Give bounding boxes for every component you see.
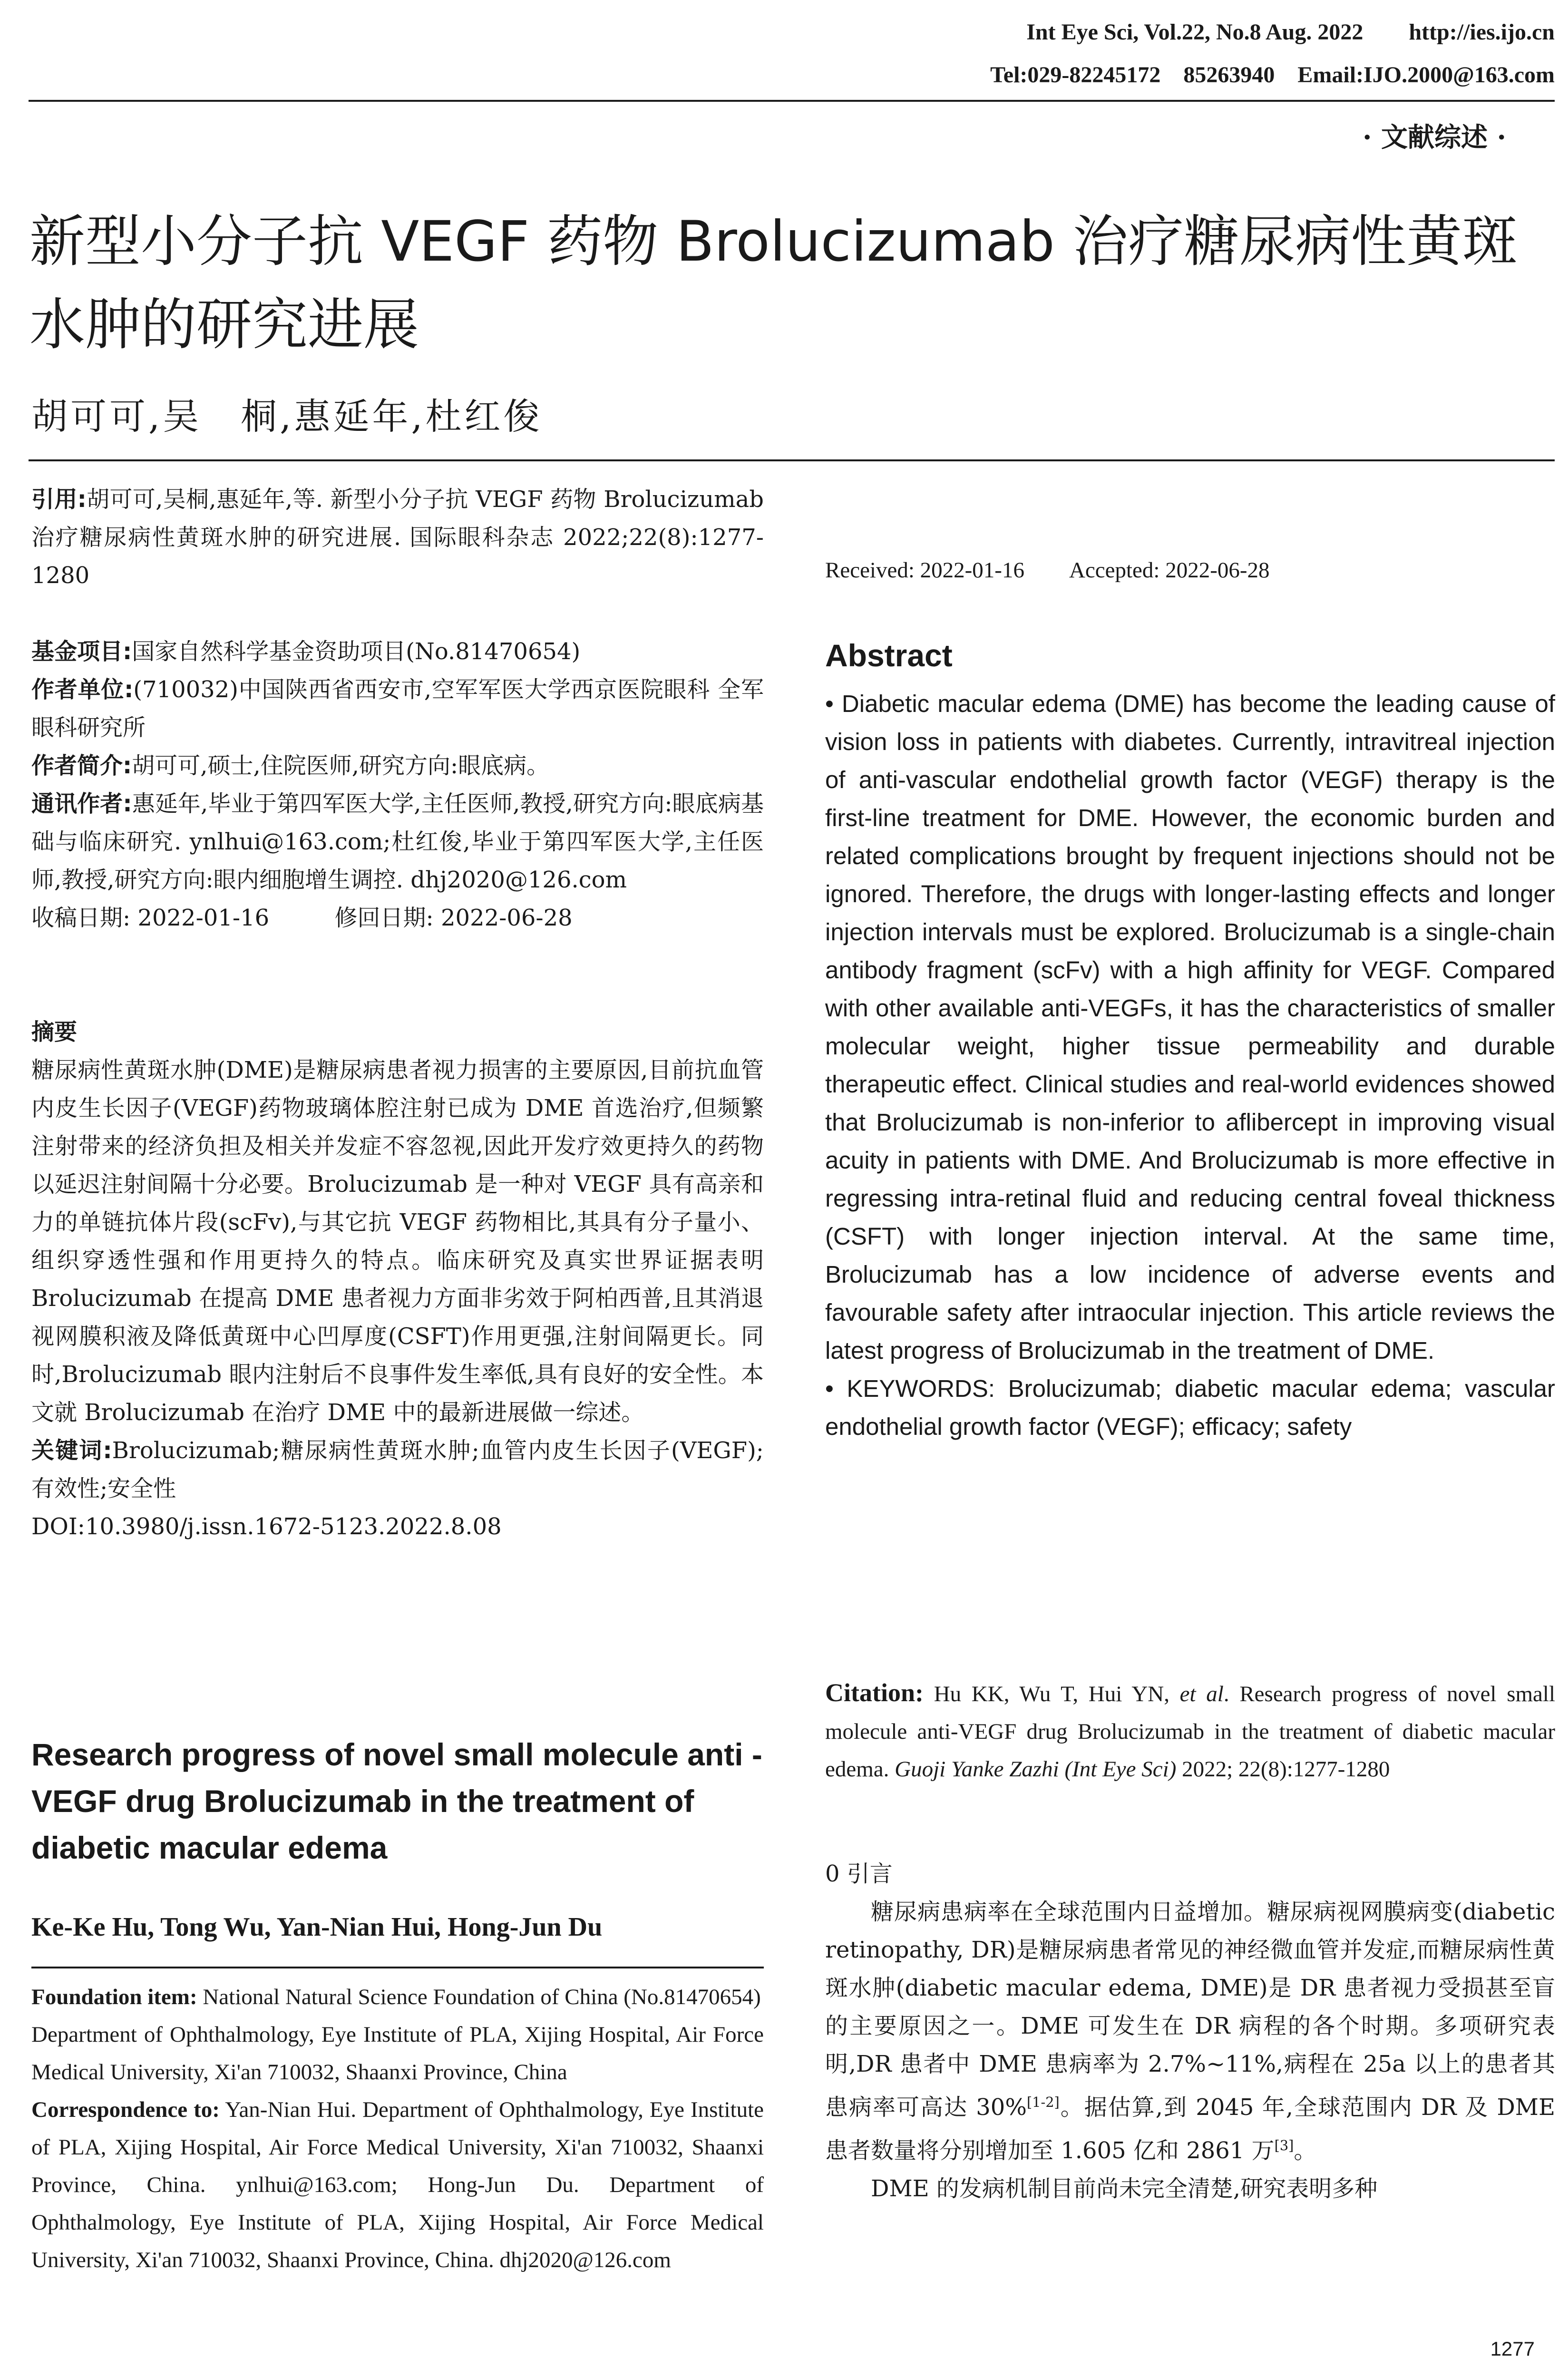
accepted-date-en: Accepted: 2022-06-28 xyxy=(1069,558,1270,583)
info-affiliation xyxy=(31,671,764,747)
citation-cn xyxy=(31,480,764,594)
received-date-cn: 收稿日期: 2022-01-16 xyxy=(31,905,270,931)
intro-heading: 0 引言 xyxy=(825,1861,893,1887)
info-correspondence xyxy=(31,785,764,899)
abstract-cn xyxy=(31,1013,764,1546)
reference-marker: [3] xyxy=(1274,2137,1294,2153)
info-text: 惠延年,毕业于第四军医大学,主任医师,教授,研究方向:眼底病基础与临床研究. ynlhui@163.com;杜红俊,毕业于第四军医大学,主任医师,教授,研究方向:眼内细胞增生调控. dhj2020@126.com xyxy=(31,790,764,893)
keywords-en: • KEYWORDS: Brolucizumab; diabetic macular edema; vascular endothelial growth factor (VEGF); efficacy; safety xyxy=(825,1375,1555,1440)
foundation-label: Foundation item: xyxy=(31,1985,197,2009)
info-text: 国家自然科学基金资助项目(No.81470654) xyxy=(132,638,581,665)
citation-en-journal: Guoji Yanke Zazhi (Int Eye Sci) xyxy=(895,1757,1177,1782)
dates-en xyxy=(825,552,1555,589)
section-tag: · 文献综述 · xyxy=(1363,122,1506,153)
journal-issue: Int Eye Sci, Vol.22, No.8 Aug. 2022 xyxy=(1026,19,1363,45)
introduction xyxy=(825,1855,1555,2208)
header-rule xyxy=(29,100,1555,102)
authors-cn: 胡可可,吴 桐,惠延年,杜红俊 xyxy=(31,395,543,438)
info-label: 通讯作者: xyxy=(31,790,132,817)
info-label: 作者单位: xyxy=(31,676,134,703)
doi: DOI:10.3980/j.issn.1672-5123.2022.8.08 xyxy=(31,1513,502,1540)
title-rule xyxy=(29,459,1555,461)
info-cn xyxy=(31,633,764,937)
intro-paragraph-2: DME 的发病机制目前尚未完全清楚,研究表明多种 xyxy=(871,2175,1378,2202)
article-title: 新型小分子抗 VEGF 药物 Brolucizumab 治疗糖尿病性黄斑水肿的研究进展 xyxy=(29,209,1518,357)
authors-rule xyxy=(31,1967,764,1968)
foundation-text: National Natural Science Foundation of China (No.81470654) xyxy=(203,1985,761,2009)
citation-cn-label: 引用: xyxy=(31,486,87,513)
citation-en-label: Citation: xyxy=(825,1678,924,1707)
citation-en-part: 2022; 22(8):1277-1280 xyxy=(1176,1757,1390,1782)
keywords-cn-label: 关键词: xyxy=(31,1437,112,1464)
abstract-cn-heading: 摘要 xyxy=(31,1019,78,1045)
dates-cn xyxy=(31,899,764,937)
info-bio xyxy=(31,747,764,785)
intro-text: 。据估算,到 2045 年,全球范围内 DR 及 DME 患者数量将分别增加至 1.605 亿和 2861 万 xyxy=(825,2094,1555,2164)
journal-header-line2: Tel:029-82245172 85263940 Email:IJO.2000@163.com xyxy=(990,62,1555,88)
keywords-cn-text: Brolucizumab;糖尿病性黄斑水肿;血管内皮生长因子(VEGF);有效性;安全性 xyxy=(31,1437,764,1502)
keywords-cn xyxy=(31,1432,764,1508)
abstract-cn-body: 糖尿病性黄斑水肿(DME)是糖尿病患者视力损害的主要原因,目前抗血管内皮生长因子(VEGF)药物玻璃体腔注射已成为 DME 首选治疗,但频繁注射带来的经济负担及相关并发症不容忽视,因此开发疗效更持久的药物以延迟注射间隔十分必要。Brolucizumab 是一种对 VEGF 具有高亲和力的单链抗体片段(scFv),与其它抗 VEGF 药物相比,其具有分子量小、组织穿透性强和作用更持久的特点。临床研究及真实世界证据表明 Brolucizumab 在提高 DME 患者视力方面非劣效于阿柏西普,且其消退视网膜积液及降低黄斑中心凹厚度(CSFT)作用更强,注射间隔更长。同时,Brolucizumab 眼内注射后不良事件发生率低,具有良好的安全性。本文就 Brolucizumab 在治疗 DME 中的最新进展做一综述。 xyxy=(31,1057,764,1426)
correspondence-text: Yan-Nian Hui. Department of Ophthalmology, Eye Institute of PLA, Xijing Hospital, Air Force Medical University, Xi'an 710032, Shaanxi Province, China. ynlhui@163.com; Hong-Jun Du. Department of Ophthalmology, Eye Institute of PLA, Xijing Hospital, Air Force Medical University, Xi'an 710032, Shaanxi Province, China. dhj2020@126.com xyxy=(31,2097,764,2272)
page-number: 1277 xyxy=(1490,2338,1535,2360)
citation-cn-text: 胡可可,吴桐,惠延年,等. 新型小分子抗 VEGF 药物 Brolucizumab 治疗糖尿病性黄斑水肿的研究进展. 国际眼科杂志 2022;22(8):1277-1280 xyxy=(31,486,764,589)
info-foundation xyxy=(31,633,764,671)
intro-paragraph-1 xyxy=(825,1893,1555,2170)
english-affiliations xyxy=(31,1978,764,2279)
journal-header-line1 xyxy=(1026,19,1555,45)
citation-en xyxy=(825,1674,1555,1788)
english-title: Research progress of novel small molecule anti - VEGF drug Brolucizumab in the treatment of diabetic macular edema xyxy=(31,1737,762,1865)
english-authors: Ke-Ke Hu, Tong Wu, Yan-Nian Hui, Hong-Jun Du xyxy=(31,1912,603,1942)
info-label: 作者简介: xyxy=(31,752,132,779)
journal-url: http://ies.ijo.cn xyxy=(1409,19,1555,45)
abstract-en xyxy=(825,685,1555,1446)
info-text: (710032)中国陕西省西安市,空军军医大学西京医院眼科 全军眼科研究所 xyxy=(31,676,764,741)
info-text: 胡可可,硕士,住院医师,研究方向:眼底病。 xyxy=(132,752,550,779)
info-label: 基金项目: xyxy=(31,638,132,665)
intro-text: 。 xyxy=(1294,2137,1317,2164)
citation-en-part: Hu KK, Wu T, Hui YN, xyxy=(934,1682,1180,1706)
intro-text: 糖尿病患病率在全球范围内日益增加。糖尿病视网膜病变(diabetic retinopathy, DR)是糖尿病患者常见的神经微血管并发症,而糖尿病性黄斑水肿(diabetic macular edema, DME)是 DR 患者视力受损甚至盲的主要原因之一。DME 可发生在 DR 病程的各个时期。多项研究表明,DR 患者中 DME 患病率为 2.7%~11%,病程在 25a 以上的患者其患病率可高达 30% xyxy=(825,1899,1555,2121)
correspondence-label: Correspondence to: xyxy=(31,2097,220,2122)
abstract-en-body: • Diabetic macular edema (DME) has become the leading cause of vision loss in patients with diabetes. Currently, intravitreal injection of anti-vascular endothelial growth factor (VEGF) therapy is the first-line treatment for DME. However, the economic burden and related complications brought by frequent injections should not be ignored. Therefore, the drugs with longer-lasting effects and longer injection intervals must be explored. Brolucizumab is a single-chain antibody fragment (scFv) with a high affinity for VEGF. Compared with other available anti-VEGFs, it has the characteristics of smaller molecular weight, higher tissue permeability and durable therapeutic effect. Clinical studies and real-world evidences showed that Brolucizumab is non-inferior to aflibercept in improving visual acuity in patients with DME. And Brolucizumab is more effective in regressing intra-retinal fluid and reducing central foveal thickness (CSFT) with longer injection interval. At the same time, Brolucizumab has a low incidence of adverse events and favourable safety after intraocular injection. This article reviews the latest progress of Brolucizumab in the treatment of DME. xyxy=(825,690,1555,1364)
reference-marker: [1-2] xyxy=(1026,2094,1060,2110)
received-date-en: Received: 2022-01-16 xyxy=(825,558,1024,583)
department-text: Department of Ophthalmology, Eye Institute of PLA, Xijing Hospital, Air Force Medical University, Xi'an 710032, Shaanxi Province, China xyxy=(31,2022,764,2085)
revised-date-cn: 修回日期: 2022-06-28 xyxy=(334,905,573,931)
citation-en-part: . Research progress of novel small molecule anti-VEGF drug Brolucizumab in the treatment of diabetic macular edema. xyxy=(825,1682,1556,1782)
abstract-en-heading: Abstract xyxy=(825,638,953,673)
citation-en-etal: et al xyxy=(1179,1682,1224,1706)
